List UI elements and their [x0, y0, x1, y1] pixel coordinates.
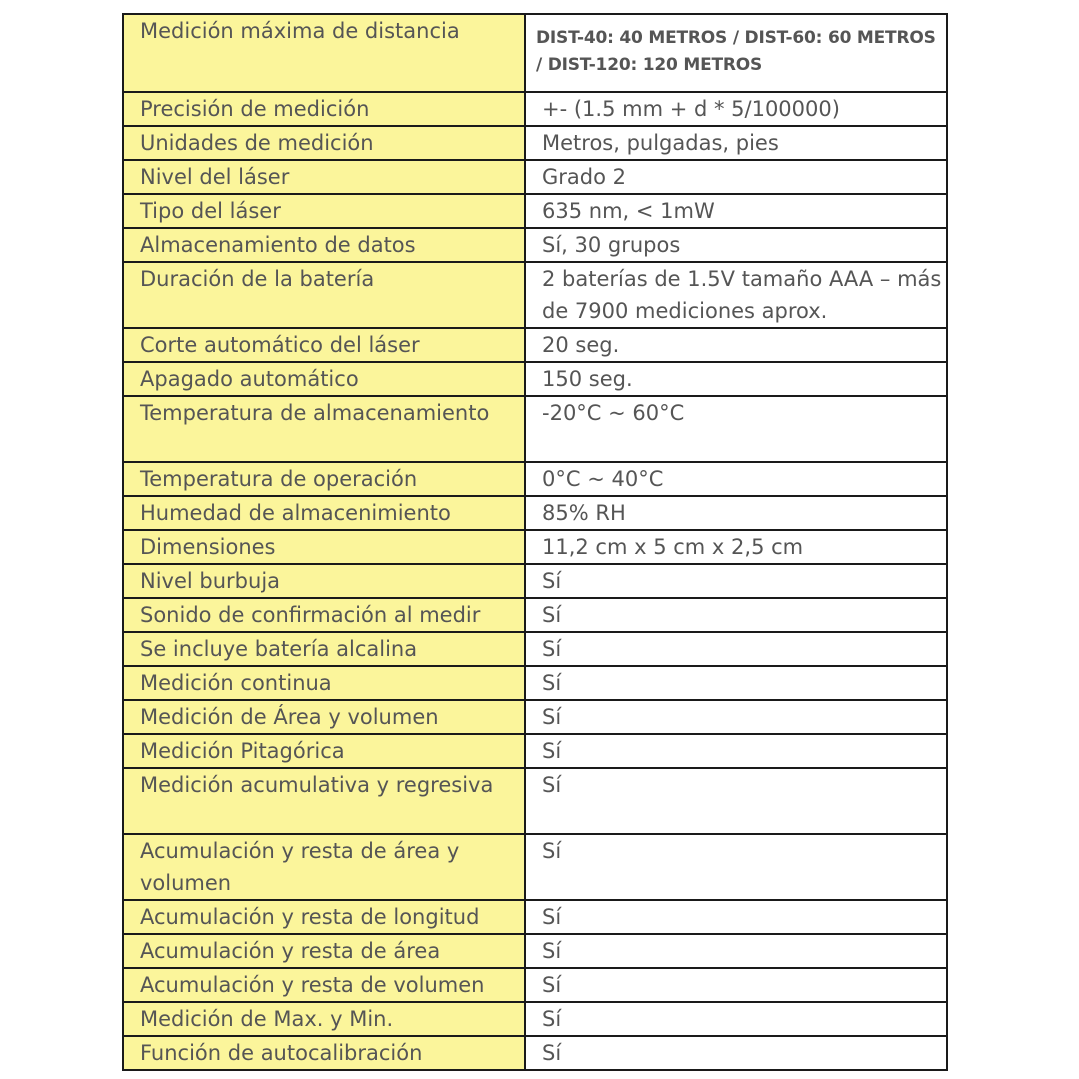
table-row [123, 564, 947, 598]
spec-label: Medición continua [123, 666, 525, 700]
spec-label: Medición máxima de distancia [123, 14, 525, 92]
spec-value: Sí [525, 968, 947, 1002]
spec-value: -20°C ~ 60°C [525, 396, 947, 462]
table-row [123, 1036, 947, 1070]
spec-value: Sí [525, 666, 947, 700]
spec-value: Sí [525, 768, 947, 834]
spec-label: Unidades de medición [123, 126, 525, 160]
table-row [123, 666, 947, 700]
table-row [123, 1002, 947, 1036]
table-row [123, 734, 947, 768]
table-row [123, 396, 947, 462]
table-row [123, 968, 947, 1002]
spec-label: Función de autocalibración [123, 1036, 525, 1070]
spec-value: +- (1.5 mm + d * 5/100000) [525, 92, 947, 126]
spec-label: Medición acumulativa y regresiva [123, 768, 525, 834]
table-row [123, 496, 947, 530]
spec-label: Acumulación y resta de volumen [123, 968, 525, 1002]
spec-label: Acumulación y resta de área [123, 934, 525, 968]
spec-label: Dimensiones [123, 530, 525, 564]
spec-value: Sí [525, 900, 947, 934]
table-row [123, 768, 947, 834]
spec-value: 150 seg. [525, 362, 947, 396]
spec-label: Temperatura de almacenamiento [123, 396, 525, 462]
spec-label: Nivel del láser [123, 160, 525, 194]
spec-label: Medición Pitagórica [123, 734, 525, 768]
spec-label: Corte automático del láser [123, 328, 525, 362]
spec-label: Acumulación y resta de longitud [123, 900, 525, 934]
spec-label: Almacenamiento de datos [123, 228, 525, 262]
table-row [123, 934, 947, 968]
spec-label: Nivel burbuja [123, 564, 525, 598]
spec-label: Sonido de confirmación al medir [123, 598, 525, 632]
table-row [123, 598, 947, 632]
spec-value: Sí [525, 1036, 947, 1070]
table-row [123, 362, 947, 396]
spec-value: Sí [525, 564, 947, 598]
spec-label: Acumulación y resta de área y volumen [123, 834, 525, 900]
spec-value: Sí [525, 1002, 947, 1036]
table-row [123, 900, 947, 934]
spec-value: Sí [525, 598, 947, 632]
spec-label: Medición de Max. y Min. [123, 1002, 525, 1036]
spec-value: Sí [525, 934, 947, 968]
spec-value: 11,2 cm x 5 cm x 2,5 cm [525, 530, 947, 564]
spec-label: Precisión de medición [123, 92, 525, 126]
spec-value: DIST-40: 40 METROS / DIST-60: 60 METROS / DIST-120: 120 METROS [525, 14, 947, 92]
spec-label: Duración de la batería [123, 262, 525, 328]
table-row [123, 530, 947, 564]
spec-label: Se incluye batería alcalina [123, 632, 525, 666]
table-row [123, 700, 947, 734]
table-row [123, 328, 947, 362]
spec-label: Humedad de almacenimiento [123, 496, 525, 530]
spec-value: Sí [525, 834, 947, 900]
table-row [123, 126, 947, 160]
table-row [123, 632, 947, 666]
table-row [123, 834, 947, 900]
spec-value: Metros, pulgadas, pies [525, 126, 947, 160]
spec-value: 85% RH [525, 496, 947, 530]
spec-value: Sí, 30 grupos [525, 228, 947, 262]
table-row [123, 228, 947, 262]
spec-label: Temperatura de operación [123, 462, 525, 496]
table-row [123, 194, 947, 228]
table-row [123, 462, 947, 496]
spec-value: Sí [525, 632, 947, 666]
spec-value: 635 nm, < 1mW [525, 194, 947, 228]
spec-label: Apagado automático [123, 362, 525, 396]
spec-value: 0°C ~ 40°C [525, 462, 947, 496]
spec-label: Tipo del láser [123, 194, 525, 228]
spec-value: Grado 2 [525, 160, 947, 194]
spec-table [122, 13, 948, 1071]
spec-value: Sí [525, 700, 947, 734]
spec-value: 2 baterías de 1.5V tamaño AAA – más de 7900 mediciones aprox. [525, 262, 947, 328]
spec-value: 20 seg. [525, 328, 947, 362]
spec-value: Sí [525, 734, 947, 768]
spec-label: Medición de Área y volumen [123, 700, 525, 734]
table-row [123, 92, 947, 126]
table-row [123, 160, 947, 194]
table-row [123, 14, 947, 92]
table-row [123, 262, 947, 328]
